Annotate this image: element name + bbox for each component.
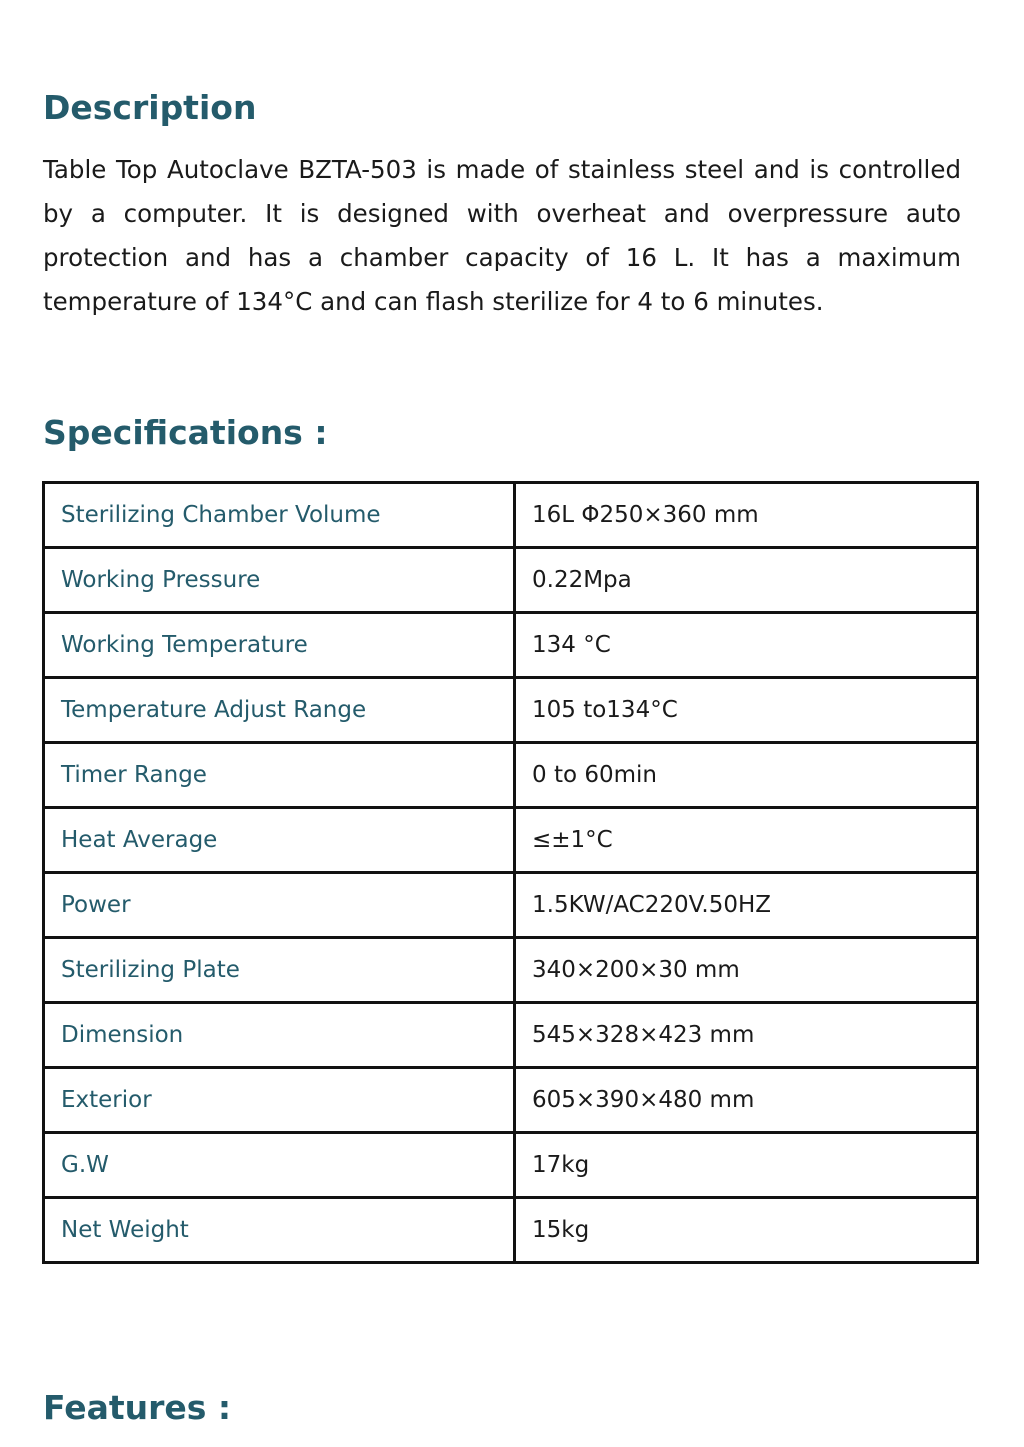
spec-label: Net Weight bbox=[44, 1198, 515, 1263]
spec-value: 134 °C bbox=[515, 613, 978, 678]
description-heading: Description bbox=[43, 88, 257, 127]
spec-value: 105 to134°C bbox=[515, 678, 978, 743]
spec-label: Sterilizing Chamber Volume bbox=[44, 483, 515, 548]
spec-label: Exterior bbox=[44, 1068, 515, 1133]
spec-value: 0.22Mpa bbox=[515, 548, 978, 613]
spec-value: 545×328×423 mm bbox=[515, 1003, 978, 1068]
spec-value: 1.5KW/AC220V.50HZ bbox=[515, 873, 978, 938]
table-row bbox=[44, 1198, 978, 1263]
table-row bbox=[44, 1068, 978, 1133]
table-row bbox=[44, 548, 978, 613]
spec-value: 340×200×30 mm bbox=[515, 938, 978, 1003]
spec-label: Power bbox=[44, 873, 515, 938]
spec-value: 605×390×480 mm bbox=[515, 1068, 978, 1133]
specifications-table bbox=[42, 481, 979, 1264]
spec-label: Heat Average bbox=[44, 808, 515, 873]
spec-value: 15kg bbox=[515, 1198, 978, 1263]
spec-label: Sterilizing Plate bbox=[44, 938, 515, 1003]
spec-label: Working Temperature bbox=[44, 613, 515, 678]
table-row bbox=[44, 483, 978, 548]
spec-value: ≤±1°C bbox=[515, 808, 978, 873]
table-row bbox=[44, 938, 978, 1003]
spec-label: Dimension bbox=[44, 1003, 515, 1068]
spec-value: 17kg bbox=[515, 1133, 978, 1198]
spec-label: G.W bbox=[44, 1133, 515, 1198]
table-row bbox=[44, 743, 978, 808]
spec-value: 0 to 60min bbox=[515, 743, 978, 808]
spec-value: 16L Φ250×360 mm bbox=[515, 483, 978, 548]
table-row bbox=[44, 873, 978, 938]
table-row bbox=[44, 613, 978, 678]
description-text: Table Top Autoclave BZTA-503 is made of stainless steel and is controlled by a computer. It is designed with overheat and overpressure auto protection and has a chamber capacity of 16 L. It has a maximum temperature of 134°C and can flash sterilize for 4 to 6 minutes. bbox=[43, 155, 961, 316]
table-row bbox=[44, 1003, 978, 1068]
specifications-heading: Specifications : bbox=[43, 413, 328, 452]
features-heading: Features : bbox=[43, 1388, 232, 1427]
table-row bbox=[44, 1133, 978, 1198]
spec-label: Timer Range bbox=[44, 743, 515, 808]
table-row bbox=[44, 678, 978, 743]
spec-label: Temperature Adjust Range bbox=[44, 678, 515, 743]
table-row bbox=[44, 808, 978, 873]
spec-label: Working Pressure bbox=[44, 548, 515, 613]
